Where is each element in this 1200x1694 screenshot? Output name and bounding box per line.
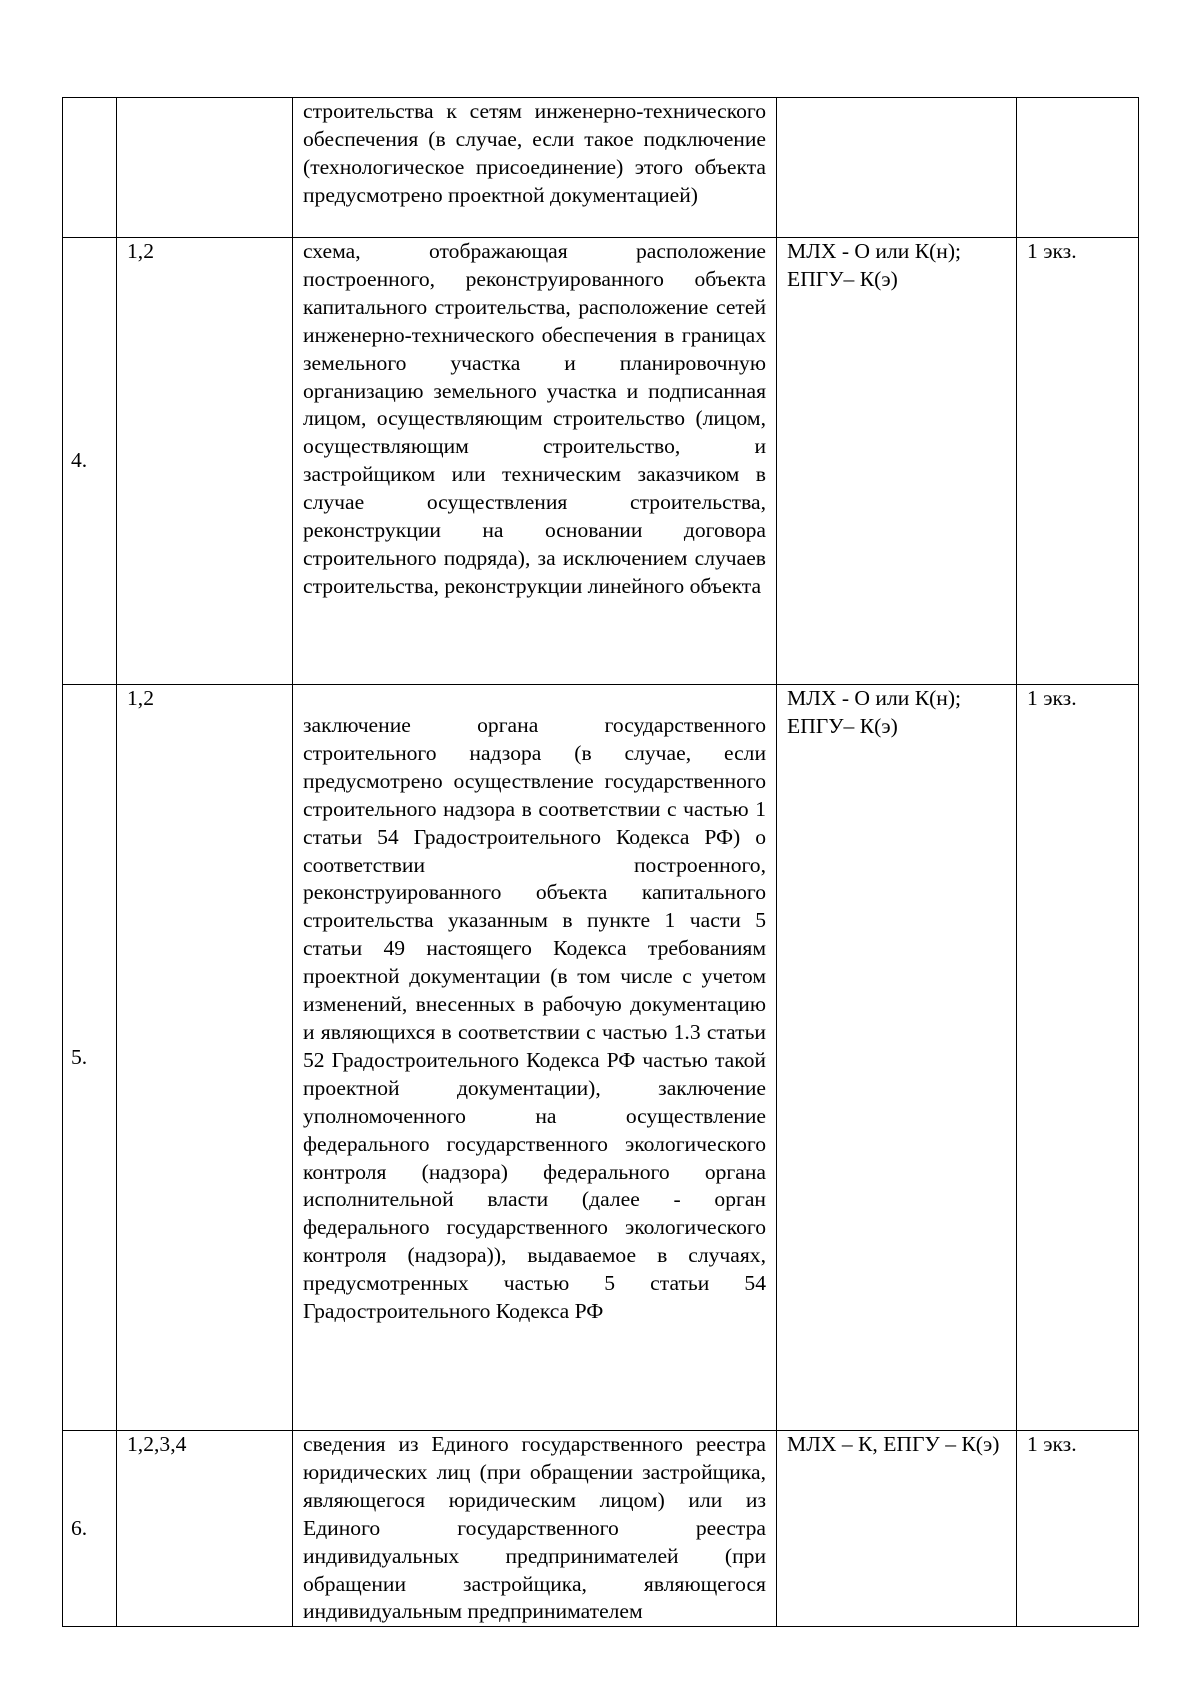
row-description xyxy=(293,238,777,685)
row-form: МЛХ – К, ЕПГУ – К(э) xyxy=(777,1431,1017,1627)
row-form xyxy=(777,98,1017,238)
row-applicants xyxy=(117,98,293,238)
row-description xyxy=(293,685,777,1431)
table-row xyxy=(63,98,1139,238)
documents-table xyxy=(62,97,1139,1627)
row-description-text: схема, отображающая расположение построенного, реконструированного объекта капитального строительства, расположение сетей инженерно-технического обеспечения в границах земельного участка и планировочную организацию земельного участка и подписанная лицом, осуществляющим строительство (лицом, осуществляющим строительство, и застройщиком или техническим заказчиком в случае осуществления строительства, реконструкции на основании договора строительного подряда), за исключением случаев строительства, реконструкции линейного объекта xyxy=(303,239,766,598)
row-quantity: 1 экз. xyxy=(1017,685,1139,1431)
row-quantity: 1 экз. xyxy=(1017,1431,1139,1627)
row-applicants: 1,2,3,4 xyxy=(117,1431,293,1627)
row-applicants: 1,2 xyxy=(117,685,293,1431)
row-number: 5. xyxy=(63,685,117,1431)
row-applicants: 1,2 xyxy=(117,238,293,685)
row-description-text: строительства к сетям инженерно-технического обеспечения (в случае, если такое подключение (технологическое присоединение) этого объекта предусмотрено проектной документацией) xyxy=(303,99,766,207)
row-number xyxy=(63,98,117,238)
row-description xyxy=(293,1431,777,1627)
table-row xyxy=(63,685,1139,1431)
row-number: 6. xyxy=(63,1431,117,1627)
row-description-text: сведения из Единого государственного реестра юридических лиц (при обращении застройщика, являющегося юридическим лицом) или из Единого государственного реестра индивидуальных предпринимателей (при обращении застройщика, являющегося индивидуальным предпринимателем xyxy=(303,1432,766,1624)
row-form: МЛХ - О или К(н); ЕПГУ– К(э) xyxy=(777,238,1017,685)
row-description xyxy=(293,98,777,238)
row-quantity: 1 экз. xyxy=(1017,238,1139,685)
row-form: МЛХ - О или К(н); ЕПГУ– К(э) xyxy=(777,685,1017,1431)
row-quantity xyxy=(1017,98,1139,238)
row-number: 4. xyxy=(63,238,117,685)
table-row xyxy=(63,238,1139,685)
row-description-text: заключение органа государственного строительного надзора (в случае, если предусмотрено осуществление государственного строительного надзора в соответствии с частью 1 статьи 54 Градостроительного Кодекса РФ) о соответствии построенного, реконструированного объекта капитального строительства указанным в пункте 1 части 5 статьи 49 настоящего Кодекса требованиям проектной документации (в том числе с учетом изменений, внесенных в рабочую документацию и являющихся в соответствии с частью 1.3 статьи 52 Градостроительного Кодекса РФ частью такой проектной документации), заключение уполномоченного на осуществление федерального государственного экологического контроля (надзора) федерального органа исполнительной власти (далее - орган федерального государственного экологического контроля (надзора)), выдаваемое в случаях, предусмотренных частью 5 статьи 54 Градостроительного Кодекса РФ xyxy=(303,713,766,1324)
table-row xyxy=(63,1431,1139,1627)
